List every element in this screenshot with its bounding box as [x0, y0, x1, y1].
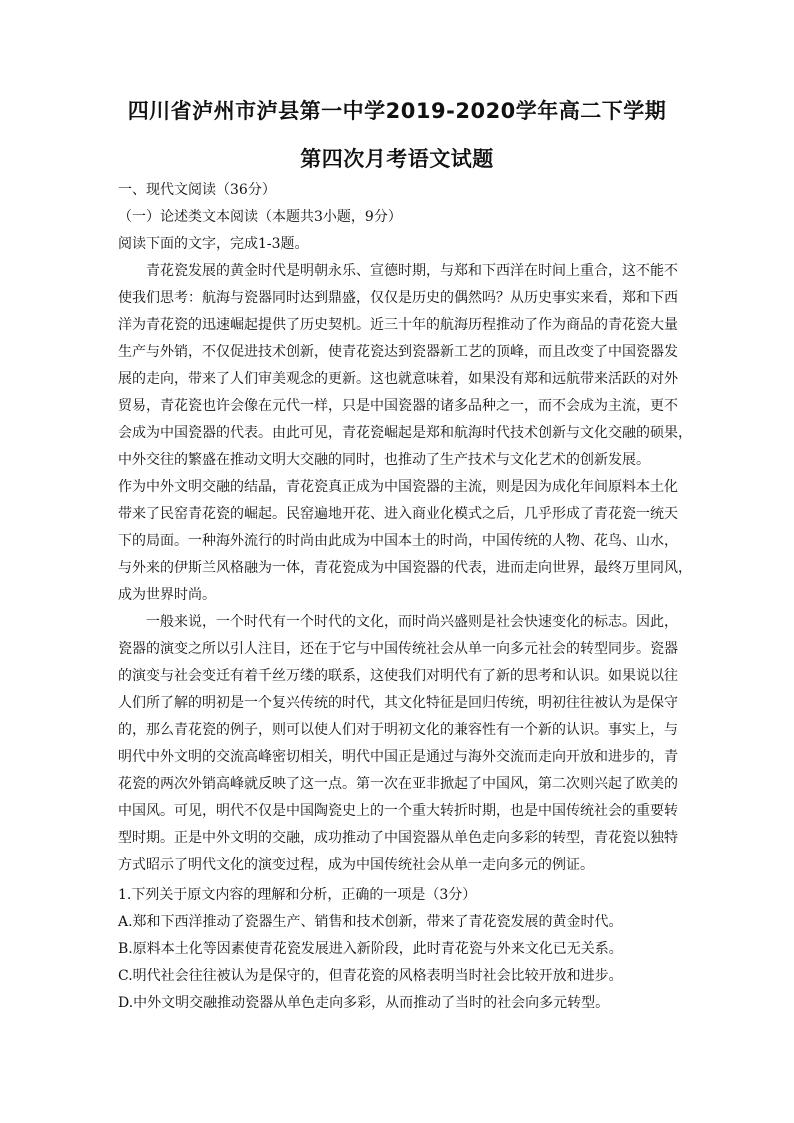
passage-line: 花瓷的两次外销高峰就反映了这一点。第一次在亚非掀起了中国风，第二次则兴起了欧美的	[118, 776, 678, 792]
passage-line: 人们所了解的明初是一个复兴传统的时代，其文化特征是回归传统，明初往往被认为是保守	[118, 695, 678, 711]
passage-line: 的，那么青花瓷的例子，则可以使人们对于明初文化的兼容性有一个新的认识。事实上，与	[118, 722, 678, 738]
exam-title-line2: 第四次月考语文试题	[300, 147, 494, 171]
passage-line: 带来了民窑青花瓷的崛起。民窑遍地开花、进入商业化模式之后，几乎形成了青花瓷一统天	[118, 506, 678, 522]
passage-line: 一般来说，一个时代有一个时代的文化，而时尚兴盛则是社会快速变化的标志。因此，	[118, 614, 678, 630]
passage-line: 会成为中国瓷器的代表。由此可见，青花瓷崛起是郑和航海时代技术创新与文化交融的硕果，	[118, 425, 692, 441]
passage-line: 生产与外销，不仅促进技术创新，使青花瓷达到瓷器新工艺的顶峰，而且改变了中国瓷器发	[118, 344, 678, 360]
passage-line: 成为世界时尚。	[118, 587, 216, 603]
passage-line: 与外来的伊斯兰风格融为一体，青花瓷成为中国瓷器的代表，进而走向世界，最终万里同风，	[118, 560, 692, 576]
question-1-option-d: D.中外文明交融推动瓷器从单色走向多彩，从而推动了当时的社会向多元转型。	[118, 995, 610, 1011]
passage-line: 使我们思考：航海与瓷器同时达到鼎盛，仅仅是历史的偶然吗？从历史事实来看，郑和下西	[118, 290, 678, 306]
passage-line: 中国风。可见，明代不仅是中国陶瓷史上的一个重大转折时期，也是中国传统社会的重要转	[118, 803, 678, 819]
passage-line: 明代中外文明的交流高峰密切相关，明代中国正是通过与海外交流而走向开放和进步的，青	[118, 749, 678, 765]
section-subheading: （一）论述类文本阅读（本题共3小题，9分）	[118, 209, 402, 225]
exam-title-line1: 四川省泸州市泸县第一中学2019-2020学年高二下学期	[127, 99, 667, 123]
passage-line: 作为中外文明交融的结晶，青花瓷真正成为中国瓷器的主流，则是因为成化年间原料本土化	[118, 479, 678, 495]
passage-line: 青花瓷发展的黄金时代是明朝永乐、宣德时期，与郑和下西洋在时间上重合，这不能不	[118, 263, 678, 279]
reading-instruction: 阅读下面的文字，完成1-3题。	[118, 236, 309, 252]
passage-line: 贸易，青花瓷也许会像在元代一样，只是中国瓷器的诸多品种之一，而不会成为主流，更不	[118, 398, 678, 414]
passage-line: 的演变与社会变迁有着千丝万缕的联系，这使我们对明代有了新的思考和认识。如果说以往	[118, 668, 678, 684]
passage-line: 洋为青花瓷的迅速崛起提供了历史契机。近三十年的航海历程推动了作为商品的青花瓷大量	[118, 317, 678, 333]
question-1-option-c: C.明代社会往往被认为是保守的，但青花瓷的风格表明当时社会比较开放和进步。	[118, 968, 623, 984]
passage-line: 展的走向，带来了人们审美观念的更新。这也就意味着，如果没有郑和远航带来活跃的对外	[118, 371, 678, 387]
question-1-stem: 1.下列关于原文内容的理解和分析，正确的一项是（3分）	[118, 887, 477, 903]
passage-line: 方式昭示了明代文化的演变过程，成为中国传统社会从单一走向多元的例证。	[118, 857, 594, 873]
section-heading: 一、现代文阅读（36分）	[118, 182, 276, 198]
question-1-option-b: B.原料本土化等因素使青花瓷发展进入新阶段，此时青花瓷与外来文化已无关系。	[118, 941, 623, 957]
question-1-option-a: A.郑和下西洋推动了瓷器生产、销售和技术创新，带来了青花瓷发展的黄金时代。	[118, 914, 623, 930]
passage-line: 瓷器的演变之所以引人注目，还在于它与中国传统社会从单一向多元社会的转型同步。瓷器	[118, 641, 678, 657]
passage-line: 型时期。正是中外文明的交融，成功推动了中国瓷器从单色走向多彩的转型，青花瓷以独特	[118, 830, 678, 846]
passage-line: 中外交往的繁盛在推动文明大交融的同时，也推动了生产技术与文化艺术的创新发展。	[118, 452, 650, 468]
passage-line: 下的局面。一种海外流行的时尚由此成为中国本土的时尚，中国传统的人物、花鸟、山水，	[118, 533, 678, 549]
